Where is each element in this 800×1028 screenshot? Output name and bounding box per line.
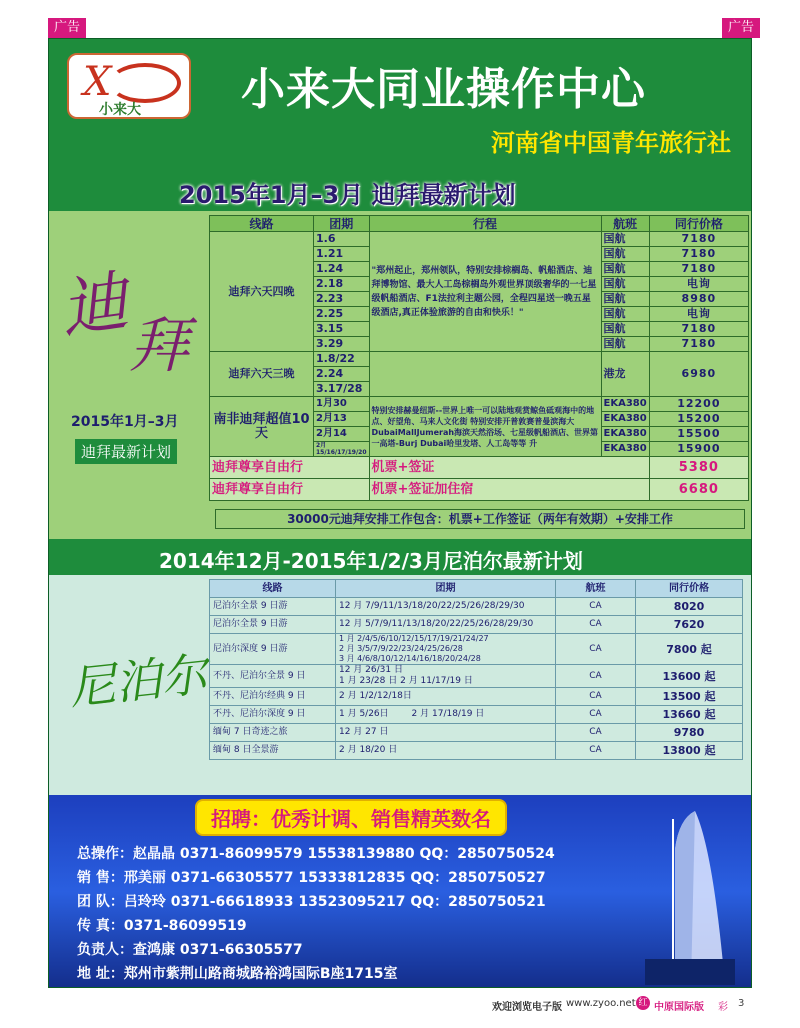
price-cell: 电询	[649, 307, 748, 322]
date-cell: 2.18	[314, 277, 370, 292]
date-cell: 12 月 7/9/11/13/18/20/22/25/26/28/29/30	[336, 598, 556, 616]
contact-fax: 传 真：0371-86099519	[77, 918, 247, 934]
page-footer	[0, 996, 800, 1020]
logo	[67, 53, 191, 119]
price-cell: 9780	[636, 724, 743, 742]
date-cell: 2月14	[314, 427, 370, 442]
flight-cell: 国航	[601, 262, 649, 277]
footer-badge-icon: 红	[636, 996, 650, 1010]
table-row	[210, 352, 749, 367]
itinerary-cell: 特别安排赫曼纽斯--世界上唯一可以陆地观赏鲸鱼砥观海中的地点、好望角、马来人文化街 特别安排开普敦赛普曼滨海大DubaiMallJumerah海滨天然浴场、七星级帆船酒店、世界第一高塔-Burj Dubai哈里发塔、人工岛等等 升	[369, 397, 601, 457]
date-cell: 12 月 26/31 日 1 月 23/28 日 2 月 11/17/19 日	[336, 665, 556, 688]
price-cell: 8020	[636, 598, 743, 616]
price-cell: 15900	[649, 442, 748, 457]
nepal-table	[209, 579, 743, 760]
price-cell: 电询	[649, 277, 748, 292]
nepal-heading: 2014年12月-2015年1/2/3月尼泊尔最新计划	[159, 549, 583, 573]
table-row	[210, 479, 749, 501]
flight-cell: 港龙	[601, 352, 649, 397]
dubai-note: 30000元迪拜安排工作包含：机票+工作签证（两年有效期）+安排工作	[215, 509, 745, 529]
flight-cell: CA	[556, 724, 636, 742]
itinerary-cell	[369, 352, 601, 397]
col-price: 同行价格	[649, 216, 748, 232]
logo-mark: X	[83, 59, 112, 105]
logo-text: 小来大	[99, 102, 141, 118]
route-cell: 尼泊尔全景 9 日游	[210, 616, 336, 634]
contact-section	[49, 795, 752, 988]
table-row	[210, 742, 743, 760]
price-cell: 7180	[649, 322, 748, 337]
col-itinerary: 行程	[369, 216, 601, 232]
date-cell: 3.17/28	[314, 382, 370, 397]
flight-cell: 国航	[601, 322, 649, 337]
contact-manager: 负责人：查鸿康 0371-66305577	[77, 942, 303, 958]
contact-group: 团 队：吕玲玲 0371-66618933 13523095217 QQ：2850750521	[77, 894, 546, 910]
agency-name: 河南省中国青年旅行社	[491, 129, 731, 157]
date-cell: 1月30	[314, 397, 370, 412]
dubai-side-plan: 迪拜最新计划	[75, 439, 177, 464]
contact-address: 地 址：郑州市紫荆山路商城路裕鸿国际B座1715室	[77, 966, 398, 982]
date-cell: 12 月 5/7/9/11/13/18/20/22/25/26/28/29/30	[336, 616, 556, 634]
date-cell: 2 月 18/20 日	[336, 742, 556, 760]
table-row	[210, 232, 749, 247]
ad-tag-right: 广告	[722, 18, 760, 38]
table-row	[210, 616, 743, 634]
table-row	[210, 665, 743, 688]
flight-cell: 国航	[601, 337, 649, 352]
col-route: 线路	[210, 580, 336, 598]
flight-cell: 国航	[601, 277, 649, 292]
route-cell: 缅甸 8 日全景游	[210, 742, 336, 760]
ad-panel	[48, 38, 752, 988]
price-cell: 13800 起	[636, 742, 743, 760]
date-cell: 12 月 27 日	[336, 724, 556, 742]
ad-tag-left: 广告	[48, 18, 86, 38]
date-cell: 1 月 2/4/5/6/10/12/15/17/19/21/24/27 2 月 3/5/7/9/22/23/24/25/26/28 3 月 4/6/8/10/12/14/16/18/20/24/28	[336, 634, 556, 665]
footer-edition: 中原国际版	[654, 1002, 704, 1013]
contact-operator: 总操作：赵晶晶 0371-86099579 15538139880 QQ：2850750524	[77, 846, 555, 862]
dubai-side-char-1: 迪	[55, 262, 132, 349]
route-cell: 迪拜尊享自由行	[210, 457, 370, 479]
price-cell: 15200	[649, 412, 748, 427]
table-row	[210, 634, 743, 665]
price-cell: 8980	[649, 292, 748, 307]
flight-cell: CA	[556, 665, 636, 688]
route-cell: 不丹、尼泊尔经典 9 日	[210, 688, 336, 706]
table-row	[210, 397, 749, 412]
recruit-banner: 招聘：优秀计调、销售精英数名	[195, 799, 507, 836]
col-date: 团期	[314, 216, 370, 232]
dubai-table	[209, 215, 749, 501]
flight-cell: 国航	[601, 307, 649, 322]
col-date: 团期	[336, 580, 556, 598]
date-cell: 1.8/22	[314, 352, 370, 367]
price-cell: 7620	[636, 616, 743, 634]
table-header	[210, 580, 743, 598]
flight-cell: CA	[556, 598, 636, 616]
price-cell: 7800 起	[636, 634, 743, 665]
price-cell: 5380	[649, 457, 748, 479]
route-cell: 不丹、尼泊尔全景 9 日	[210, 665, 336, 688]
route-cell: 尼泊尔全景 9 日游	[210, 598, 336, 616]
table-row	[210, 598, 743, 616]
price-cell: 7180	[649, 232, 748, 247]
date-cell: 2 月 1/2/12/18日	[336, 688, 556, 706]
contact-sales: 销 售：邢美丽 0371-66305577 15333812835 QQ：2850750527	[77, 870, 546, 886]
dubai-side-date: 2015年1月–3月	[71, 414, 179, 430]
date-cell: 2月15/16/17/19/20	[314, 442, 370, 457]
price-cell: 6680	[649, 479, 748, 501]
page-title: 小来大同业操作中心	[241, 64, 646, 115]
col-flight: 航班	[556, 580, 636, 598]
col-price: 同行价格	[636, 580, 743, 598]
flight-cell: EKA380	[601, 442, 649, 457]
dubai-heading: 2015年1月–3月 迪拜最新计划	[179, 181, 516, 209]
date-cell: 1 月 5/26日 2 月 17/18/19 日	[336, 706, 556, 724]
date-cell: 2月13	[314, 412, 370, 427]
date-cell: 1.24	[314, 262, 370, 277]
flight-cell: 国航	[601, 232, 649, 247]
price-cell: 7180	[649, 337, 748, 352]
flight-cell: EKA380	[601, 397, 649, 412]
flight-cell: CA	[556, 688, 636, 706]
dubai-section	[49, 211, 752, 539]
itinerary-cell: "郑州起止，郑州领队，特别安排棕榈岛、帆船酒店、迪拜博物馆、最大人工岛棕榈岛外观世界顶级奢华的一七星级帆船酒店、F1法拉利主题公园，全程四星送一晚五星级酒店,真正体验旅游的自由和快乐！"	[369, 232, 601, 352]
price-cell: 13600 起	[636, 665, 743, 688]
flight-cell: CA	[556, 742, 636, 760]
flight-cell: CA	[556, 616, 636, 634]
route-cell: 南非迪拜超值10天	[210, 397, 314, 457]
footer-url[interactable]: www.zyoo.net	[566, 998, 636, 1009]
price-cell: 13500 起	[636, 688, 743, 706]
route-cell: 缅甸 7 日奇迹之旅	[210, 724, 336, 742]
dubai-side-char-2: 拜	[129, 311, 189, 381]
price-cell: 7180	[649, 247, 748, 262]
footer-color-label: 彩	[718, 1002, 728, 1013]
price-cell: 7180	[649, 262, 748, 277]
col-flight: 航班	[601, 216, 649, 232]
content-cell: 机票+签证加住宿	[369, 479, 649, 501]
flight-cell: EKA380	[601, 412, 649, 427]
route-cell: 迪拜六天三晚	[210, 352, 314, 397]
route-cell: 不丹、尼泊尔深度 9 日	[210, 706, 336, 724]
nepal-side-text: 尼泊尔	[66, 646, 210, 716]
logo-ring-icon	[109, 63, 181, 103]
route-cell: 尼泊尔深度 9 日游	[210, 634, 336, 665]
nepal-section	[49, 575, 752, 795]
route-cell: 迪拜尊享自由行	[210, 479, 370, 501]
footer-page-number: 3	[738, 998, 745, 1009]
route-cell: 迪拜六天四晚	[210, 232, 314, 352]
table-row	[210, 724, 743, 742]
price-cell: 15500	[649, 427, 748, 442]
burj-al-arab-icon	[645, 809, 735, 985]
date-cell: 3.15	[314, 322, 370, 337]
flight-cell: 国航	[601, 247, 649, 262]
date-cell: 2.23	[314, 292, 370, 307]
table-header	[210, 216, 749, 232]
col-route: 线路	[210, 216, 314, 232]
price-cell: 6980	[649, 352, 748, 397]
date-cell: 2.25	[314, 307, 370, 322]
flight-cell: CA	[556, 706, 636, 724]
price-cell: 13660 起	[636, 706, 743, 724]
table-row	[210, 706, 743, 724]
date-cell: 1.6	[314, 232, 370, 247]
date-cell: 3.29	[314, 337, 370, 352]
flight-cell: CA	[556, 634, 636, 665]
date-cell: 2.24	[314, 367, 370, 382]
flight-cell: 国航	[601, 292, 649, 307]
flight-cell: EKA380	[601, 427, 649, 442]
footer-welcome: 欢迎浏览电子版	[492, 1002, 562, 1013]
table-row	[210, 457, 749, 479]
content-cell: 机票+签证	[369, 457, 649, 479]
price-cell: 12200	[649, 397, 748, 412]
table-row	[210, 688, 743, 706]
date-cell: 1.21	[314, 247, 370, 262]
